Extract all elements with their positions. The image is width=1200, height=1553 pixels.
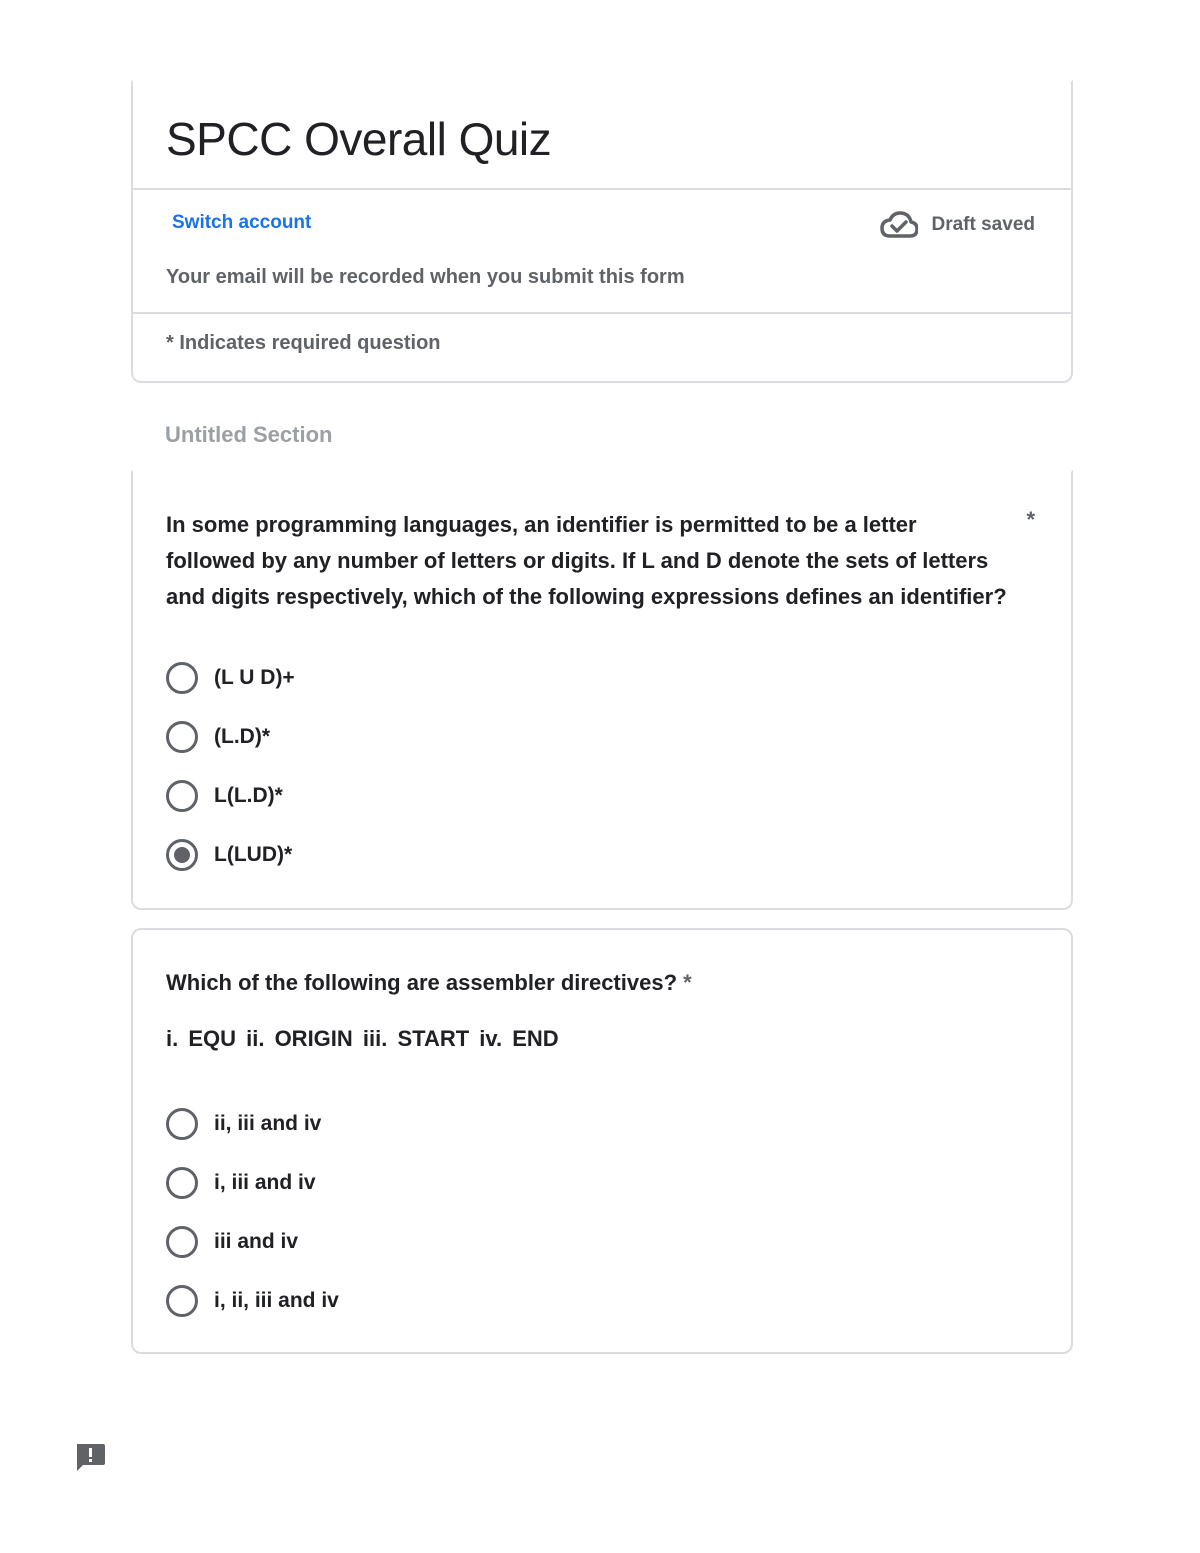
option-4[interactable] (166, 825, 295, 884)
radio-button-selected[interactable] (166, 839, 198, 871)
required-star: * (1026, 507, 1035, 532)
option-2[interactable] (166, 707, 295, 766)
draft-status-text: Draft saved (931, 214, 1035, 235)
form-header-card (131, 80, 1073, 383)
required-star: * (683, 970, 692, 995)
option-2[interactable] (166, 1153, 339, 1212)
section-title: Untitled Section (165, 422, 333, 447)
question-subtext: i. EQU ii. ORIGIN iii. START iv. END (166, 1026, 559, 1051)
switch-account-link[interactable]: Switch account (172, 212, 312, 233)
option-3[interactable] (166, 1212, 339, 1271)
option-label: ii, iii and iv (214, 1111, 322, 1135)
cloud-check-icon (880, 210, 918, 240)
radio-button[interactable] (166, 662, 198, 694)
options-group (166, 648, 295, 884)
draft-status (880, 210, 1036, 240)
question-card-2 (131, 928, 1073, 1354)
option-label: L(L.D)* (214, 783, 283, 807)
radio-button[interactable] (166, 1108, 198, 1140)
option-label: i, iii and iv (214, 1170, 316, 1194)
question-text (166, 965, 1011, 1001)
header-divider-2 (133, 312, 1071, 314)
form-title: SPCC Overall Quiz (166, 113, 552, 165)
feedback-icon[interactable] (74, 1442, 106, 1472)
option-label: iii and iv (214, 1229, 299, 1253)
option-label: L(LUD)* (214, 842, 293, 866)
account-row (166, 212, 311, 234)
option-4[interactable] (166, 1271, 339, 1330)
question-text-body: Which of the following are assembler directives? (166, 970, 678, 995)
option-1[interactable] (166, 648, 295, 707)
question-card-1 (131, 470, 1073, 910)
option-3[interactable] (166, 766, 295, 825)
required-question-note: * Indicates required question (166, 332, 441, 354)
option-1[interactable] (166, 1094, 339, 1153)
option-label: i, ii, iii and iv (214, 1288, 339, 1312)
option-label: (L.D)* (214, 724, 270, 748)
radio-button[interactable] (166, 780, 198, 812)
radio-button[interactable] (166, 1285, 198, 1317)
email-record-note: Your email will be recorded when you submit this form (166, 266, 685, 288)
radio-button[interactable] (166, 1226, 198, 1258)
radio-button[interactable] (166, 1167, 198, 1199)
question-text: In some programming languages, an identifier is permitted to be a letter followed by any number of letters or digits. If L and D denote the sets of letters and digits respectively, which of the following expressions defines an identifier? (166, 512, 1007, 609)
header-divider (133, 188, 1071, 190)
radio-button[interactable] (166, 721, 198, 753)
options-group (166, 1094, 339, 1330)
option-label: (L U D)+ (214, 665, 295, 689)
